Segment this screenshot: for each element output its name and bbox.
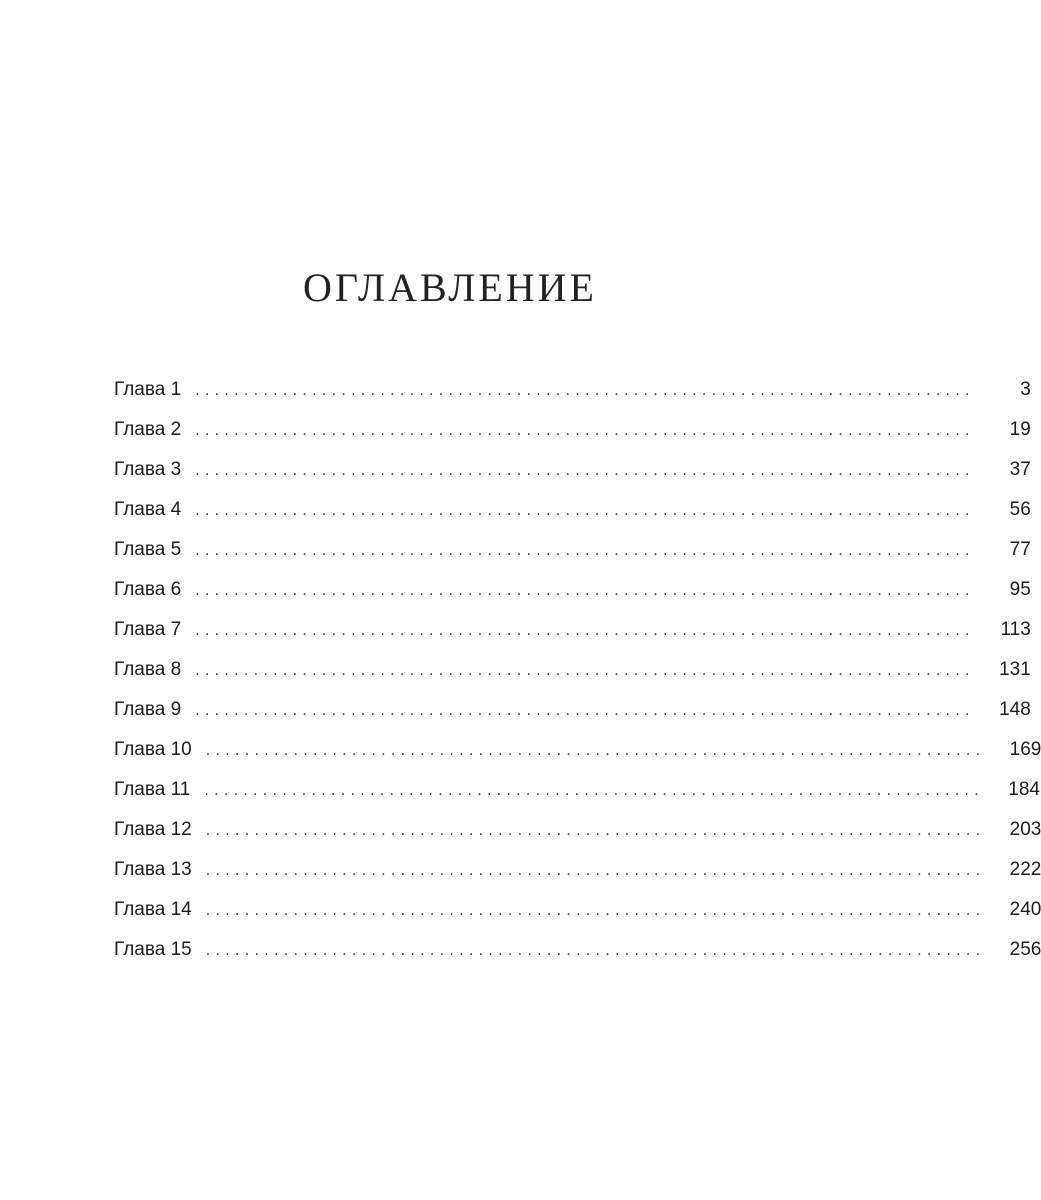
dot-leader: ................................................................................: [195, 662, 975, 679]
toc-entry[interactable]: [114, 810, 1041, 850]
chapter-label: Глава 5: [114, 539, 182, 560]
page-number: 95: [1009, 579, 1031, 600]
page-number: 77: [1009, 539, 1031, 560]
page-number: 3: [1020, 379, 1031, 400]
page-number: 131: [999, 659, 1031, 680]
toc-title: ОГЛАВЛЕНИЕ: [303, 265, 597, 310]
dot-leader: ................................................................................: [195, 622, 975, 639]
toc-entry[interactable]: [114, 610, 1031, 650]
toc-entry[interactable]: [114, 730, 1041, 770]
dot-leader: ................................................................................: [195, 502, 975, 519]
toc-entry[interactable]: [114, 650, 1031, 690]
chapter-label: Глава 12: [114, 819, 192, 840]
page-number: 240: [1009, 899, 1041, 920]
chapter-label: Глава 9: [114, 699, 182, 720]
toc-entry[interactable]: [114, 690, 1031, 730]
chapter-label: Глава 11: [114, 779, 191, 800]
page-number: 148: [999, 699, 1031, 720]
dot-leader: ................................................................................: [205, 942, 986, 959]
chapter-label: Глава 2: [114, 419, 182, 440]
page-number: 19: [1009, 419, 1031, 440]
toc-entry[interactable]: [114, 410, 1031, 450]
dot-leader: ................................................................................: [205, 902, 986, 919]
dot-leader: ................................................................................: [205, 822, 986, 839]
chapter-label: Глава 6: [114, 579, 182, 600]
page-number: 37: [1009, 459, 1031, 480]
chapter-label: Глава 3: [114, 459, 182, 480]
toc-entry[interactable]: [114, 490, 1031, 530]
toc-entry[interactable]: [114, 530, 1031, 570]
dot-leader: ................................................................................: [195, 582, 975, 599]
toc-entry[interactable]: [114, 570, 1031, 610]
page-number: 184: [1008, 779, 1040, 800]
toc-entry[interactable]: [114, 450, 1031, 490]
chapter-label: Глава 13: [114, 859, 192, 880]
chapter-label: Глава 8: [114, 659, 182, 680]
toc-entry[interactable]: [114, 930, 1041, 970]
dot-leader: ................................................................................: [204, 782, 984, 799]
toc-entry[interactable]: [114, 890, 1041, 930]
table-of-contents: [114, 370, 1041, 970]
chapter-label: Глава 14: [114, 899, 192, 920]
page-number: 222: [1009, 859, 1041, 880]
dot-leader: ................................................................................: [205, 862, 986, 879]
chapter-label: Глава 10: [114, 739, 192, 760]
page-number: 203: [1009, 819, 1041, 840]
dot-leader: ................................................................................: [195, 542, 975, 559]
toc-entry[interactable]: [114, 850, 1041, 890]
dot-leader: ................................................................................: [195, 382, 975, 399]
page-number: 113: [1000, 619, 1031, 640]
chapter-label: Глава 1: [114, 379, 182, 400]
dot-leader: ................................................................................: [195, 462, 975, 479]
toc-entry[interactable]: [114, 370, 1031, 410]
dot-leader: ................................................................................: [195, 702, 975, 719]
chapter-label: Глава 15: [114, 939, 192, 960]
chapter-label: Глава 4: [114, 499, 182, 520]
chapter-label: Глава 7: [114, 619, 182, 640]
page-number: 256: [1009, 939, 1041, 960]
toc-entry[interactable]: [114, 770, 1040, 810]
dot-leader: ................................................................................: [195, 422, 975, 439]
dot-leader: ................................................................................: [205, 742, 986, 759]
page-number: 169: [1009, 739, 1041, 760]
page-number: 56: [1009, 499, 1031, 520]
